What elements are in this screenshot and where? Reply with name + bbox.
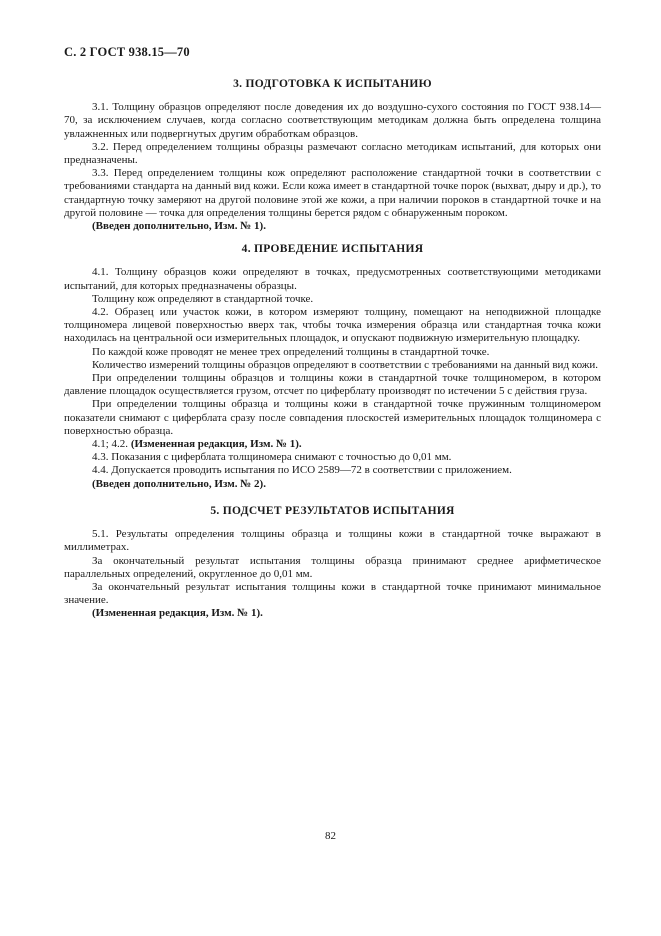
paragraph: За окончательный результат испытания толщины кожи в стандартной точке принимают минимальное значение. bbox=[64, 580, 601, 607]
section-3 bbox=[64, 78, 601, 233]
running-head: С. 2 ГОСТ 938.15—70 bbox=[64, 45, 190, 59]
paragraph: 4.4. Допускается проводить испытания по ИСО 2589—72 в соответствии с приложением. bbox=[92, 464, 512, 477]
document-body bbox=[64, 78, 601, 621]
paragraph: 3.3. Перед определением толщины кож определяют расположение стандартной точки в соответствии с требованиями стандарта на данный вид кожи. Если кожа имеет в стандартной точке порок (выхват, дыру и др.), то стандартную точку замеряют на другой половине этой же кожи, а при наличии пороков в стандартной точке и на другой половине — точка для определения толщины берется рядом с обнаруженным пороком. bbox=[64, 167, 601, 219]
amendment-note: (Измененная редакция, Изм. № 1). bbox=[92, 607, 263, 620]
section-title: 3. ПОДГОТОВКА К ИСПЫТАНИЮ bbox=[233, 78, 432, 90]
page-number: 82 bbox=[325, 830, 336, 842]
paragraph: 4.2. Образец или участок кожи, в котором измеряют толщину, помещают на неподвижной площадке толщиномера лицевой поверхностью вверх так, чтобы точка измерения образца или стандартная точка кожи находилась на центральной оси измерительных площадок, и опускают подвижную измерительную площадку. bbox=[64, 306, 601, 345]
paragraph: При определении толщины образцов и толщины кожи в стандартной точке толщиномером, в котором давление площадок осуществляется грузом, отсчет по циферблату производят по истечении 5 с действия груза. bbox=[64, 372, 601, 398]
amendment-line bbox=[64, 438, 601, 451]
section-title: 5. ПОДСЧЕТ РЕЗУЛЬТАТОВ ИСПЫТАНИЯ bbox=[210, 504, 455, 517]
paragraph: 3.2. Перед определением толщины образцы размечают согласно методикам испытаний, для которых они предназначены. bbox=[64, 140, 601, 167]
paragraph: Количество измерений толщины образцов определяют в соответствии с требованиями на данный вид кожи. bbox=[92, 358, 599, 371]
section-title: 4. ПРОВЕДЕНИЕ ИСПЫТАНИЯ bbox=[241, 243, 424, 256]
paragraph: По каждой коже проводят не менее трех определений толщины в стандартной точке. bbox=[92, 345, 490, 358]
section-5 bbox=[64, 505, 601, 621]
paragraph: Толщину кож определяют в стандартной точке. bbox=[92, 292, 314, 305]
section-4 bbox=[64, 243, 601, 491]
paragraph: 5.1. Результаты определения толщины образца и толщины кожи в стандартной точке выражают в миллиметрах. bbox=[64, 528, 601, 554]
paragraph: При определении толщины образца и толщины кожи в стандартной точке пружинным толщиномером показатели снимают с циферблата сразу после совпадения плоскостей измерительных площадок толщиномера с поверхностью образца. bbox=[64, 398, 601, 437]
amendment-note: (Введен дополнительно, Изм. № 2). bbox=[92, 477, 266, 490]
amendment-note: (Измененная редакция, Изм. № 1). bbox=[130, 438, 302, 451]
paragraph: 3.1. Толщину образцов определяют после доведения их до воздушно-сухого состояния по ГОСТ 938.14—70, за исключением случаев, когда согласно соответствующим методикам должна быть определена толщина увлажненных или подвергнутых другим обработкам образцов. bbox=[64, 101, 601, 140]
note-prefix: 4.1; 4.2. bbox=[92, 438, 129, 451]
paragraph: 4.1. Толщину образцов кожи определяют в точках, предусмотренных соответствующими методиками испытаний, для которых предназначены образцы. bbox=[64, 266, 601, 292]
amendment-note: (Введен дополнительно, Изм. № 1). bbox=[92, 220, 266, 233]
paragraph: 4.3. Показания с циферблата толщиномера снимают с точностью до 0,01 мм. bbox=[92, 451, 452, 464]
paragraph: За окончательный результат испытания толщины образца принимают среднее арифметическое параллельных определений, округленное до 0,01 мм. bbox=[64, 554, 601, 580]
